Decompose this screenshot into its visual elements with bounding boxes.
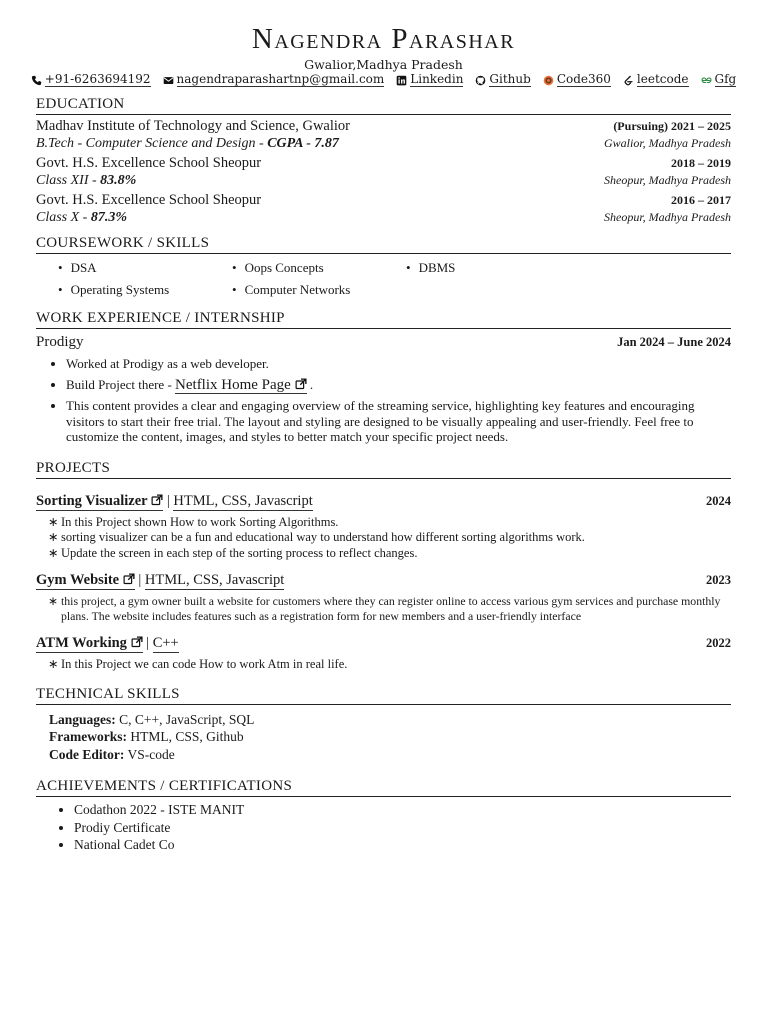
project-entry: ATM Working | C++ 2022 ∗ In this Project we can code How to work Atm in real life. — [36, 633, 731, 673]
external-link-icon — [151, 494, 163, 506]
project-points — [36, 515, 731, 562]
contact-phone[interactable] — [31, 73, 151, 87]
section-title-projects: PROJECTS — [36, 459, 731, 479]
projects-section — [36, 459, 731, 673]
degree: Class XII - 83.8% — [36, 173, 137, 188]
score: 83.8% — [100, 173, 137, 188]
skill-row: Code Editor: VS-code — [49, 746, 175, 762]
coursework-item: • Computer Networks — [232, 279, 406, 301]
contact-linkedin[interactable] — [396, 73, 463, 87]
school-name: Govt. H.S. Excellence School Sheopur — [36, 155, 262, 171]
education-section — [36, 95, 731, 226]
skill-row: Languages: C, C++, JavaScript, SQL — [49, 711, 255, 727]
achievements-list — [36, 801, 731, 854]
code360-link[interactable]: Code360 — [556, 72, 611, 86]
education-date: 2018 – 2019 — [671, 156, 731, 170]
contact-bar — [36, 72, 737, 87]
candidate-name: Nagendra Parashar — [251, 23, 516, 55]
list-item: ∗ In this Project we can code How to work Atm in real life. — [48, 657, 731, 673]
education-location: Gwalior, Madhya Pradesh — [604, 136, 731, 150]
project-entry: Sorting Visualizer | HTML, CSS, Javascript 2024 ∗ In this Project shown How to work Sorting Algorithms. ∗ sorting visualizer can be a fun and educational way to understand how different sorting algorithms work. ∗ Update the screen in each step of the sorting process to reflect changes. — [36, 491, 731, 562]
email-link[interactable]: nagendraparashartnp@gmail.com — [176, 72, 385, 86]
project-date: 2022 — [706, 636, 731, 650]
section-title-technical: TECHNICAL SKILLS — [36, 685, 731, 705]
list-item: • This content provides a clear and engaging overview of the streaming service, highlighting key features and encouraging visitors to start their free trial. The layout and styling are designed to be visually appealing and user-friendly. Feel free to customize the content, images, and styles to better match your specific project needs. — [66, 398, 731, 445]
skill-row: Frameworks: HTML, CSS, Github — [49, 729, 244, 744]
coursework-item: • DBMS — [406, 257, 580, 279]
project-tech: HTML, CSS, Javascript — [173, 492, 313, 509]
contact-email[interactable] — [163, 73, 385, 87]
gfg-icon — [701, 75, 712, 86]
section-title-coursework: COURSEWORK / SKILLS — [36, 234, 731, 254]
linkedin-link[interactable]: Linkedin — [410, 72, 464, 86]
education-entry — [36, 117, 731, 152]
degree: Class X - 87.3% — [36, 210, 128, 225]
section-title-education: EDUCATION — [36, 95, 731, 115]
netflix-project-link[interactable]: Netflix Home Page — [175, 377, 307, 394]
code360-icon — [543, 75, 554, 86]
project-title-link[interactable]: ATM Working — [36, 635, 143, 653]
resume-page — [36, 22, 737, 854]
phone-link[interactable]: +91-6263694192 — [44, 72, 151, 86]
list-item: ∗ sorting visualizer can be a fun and educational way to understand how different sorting algorithms work. — [48, 530, 731, 546]
list-item: ∗ In this Project shown How to work Sorting Algorithms. — [48, 515, 731, 531]
section-title-experience: WORK EXPERIENCE / INTERNSHIP — [36, 309, 731, 329]
project-date: 2024 — [706, 493, 731, 508]
project-title-link[interactable]: Gym Website — [36, 572, 135, 590]
technical-skills-list — [36, 711, 731, 764]
project-points — [36, 657, 731, 673]
list-item: ∗ this project, a gym owner built a website for customers where they can register online to access various gym services and purchase monthly plans. The website includes features such as a registration form for new members and a user-friendly interface — [48, 594, 731, 624]
coursework-item: • DSA — [58, 257, 232, 279]
education-entry — [36, 154, 731, 189]
project-tech: HTML, CSS, Javascript — [144, 572, 285, 588]
github-link[interactable]: Github — [489, 72, 531, 86]
external-link-icon — [131, 636, 143, 648]
degree: B.Tech - Computer Science and Design - CGPA - 7.87 — [36, 136, 339, 151]
coursework-section — [36, 234, 731, 301]
contact-gfg[interactable] — [701, 73, 737, 87]
list-item: • Worked at Prodigy as a web developer. — [66, 356, 731, 372]
contact-code360[interactable] — [543, 73, 611, 87]
external-link-icon — [295, 378, 307, 390]
education-date: (Pursuing) 2021 – 2025 — [613, 119, 731, 133]
education-location: Sheopur, Madhya Pradesh — [604, 210, 731, 224]
leetcode-link[interactable]: leetcode — [636, 72, 689, 86]
education-date: 2016 – 2017 — [671, 193, 731, 207]
education-entry — [36, 191, 731, 226]
list-item: • Build Project there - Netflix Home Page . — [66, 377, 731, 394]
coursework-item: • Operating Systems — [58, 279, 232, 301]
experience-bullets — [36, 356, 731, 445]
education-location: Sheopur, Madhya Pradesh — [604, 173, 731, 187]
job-date: Jan 2024 – June 2024 — [617, 335, 731, 349]
achievements-section — [36, 777, 731, 854]
school-name: Govt. H.S. Excellence School Sheopur — [36, 192, 262, 208]
experience-section — [36, 309, 731, 445]
section-title-achievements: ACHIEVEMENTS / CERTIFICATIONS — [36, 777, 731, 797]
company-name: Prodigy — [36, 334, 84, 350]
phone-icon — [31, 75, 42, 86]
gfg-link[interactable]: Gfg — [714, 72, 737, 86]
project-entry: Gym Website | HTML, CSS, Javascript 2023 ∗ this project, a gym owner built a website for customers where they can register online to access various gym services and purchase monthly plans. The website includes features such as a registration form for new members and a user-friendly interface — [36, 570, 731, 624]
mail-icon — [163, 75, 174, 86]
project-tech: C++ — [152, 635, 179, 651]
contact-github[interactable] — [475, 73, 530, 87]
candidate-location: Gwalior,Madhya Pradesh — [304, 57, 463, 72]
coursework-item: • Oops Concepts — [232, 257, 406, 279]
project-date: 2023 — [706, 573, 731, 587]
external-link-icon — [123, 573, 135, 585]
coursework-list — [36, 257, 731, 301]
score: CGPA - 7.87 — [267, 136, 339, 151]
contact-leetcode[interactable] — [623, 73, 689, 87]
linkedin-icon — [396, 75, 407, 86]
list-item: • National Cadet Co — [74, 836, 731, 854]
list-item: • Prodiy Certificate — [74, 819, 731, 837]
technical-skills-section — [36, 685, 731, 764]
github-icon — [475, 75, 486, 86]
list-item: ∗ Update the screen in each step of the sorting process to reflect changes. — [48, 546, 731, 562]
school-name: Madhav Institute of Technology and Science, Gwalior — [36, 118, 351, 134]
leetcode-icon — [623, 75, 634, 86]
score: 87.3% — [90, 210, 128, 225]
project-title-link[interactable]: Sorting Visualizer — [36, 493, 163, 511]
project-points — [36, 594, 731, 624]
list-item: • Codathon 2022 - ISTE MANIT — [74, 801, 731, 819]
